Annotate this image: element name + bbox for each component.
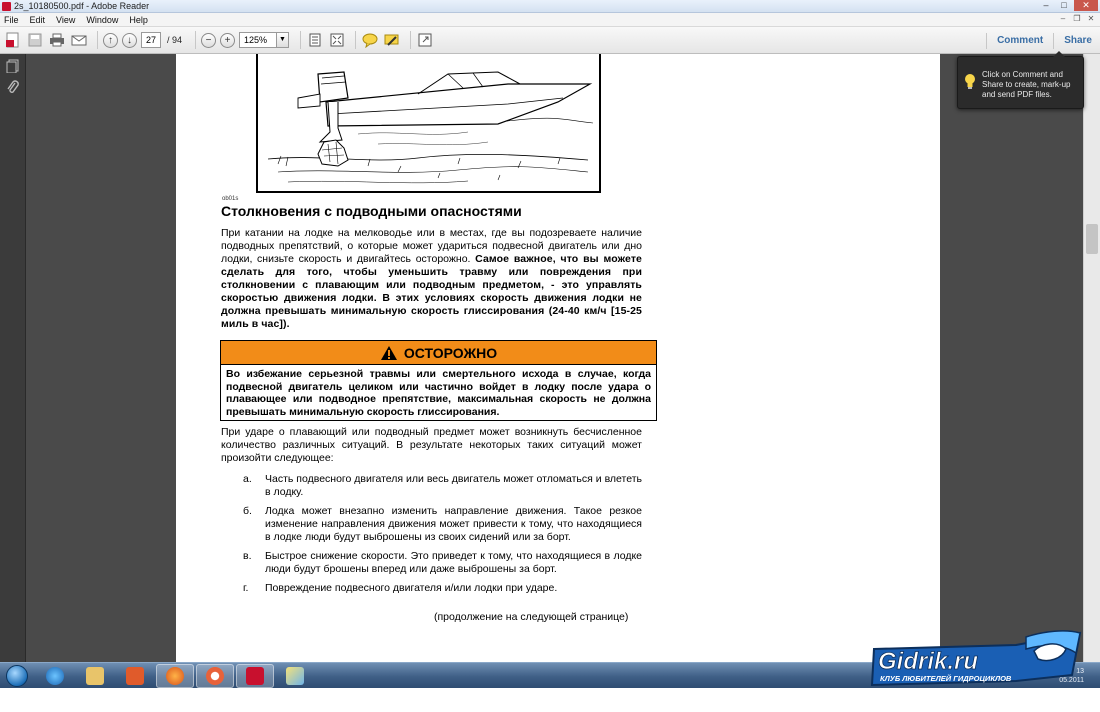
windows-start-icon [6,665,28,687]
pdf-page [176,54,940,662]
page-down-icon[interactable]: ↓ [122,33,137,48]
list-item-text: Лодка может внезапно изменить направление движения. Такое резкое изменение направления движения может привести к тому, что находящиеся в лодке люди будут выброшены из своих сидений или за борт. [265,505,642,543]
lightbulb-icon [964,73,976,94]
document-viewport [26,54,1100,662]
list-marker: в. [243,550,252,562]
start-button[interactable] [0,663,34,689]
toolbar-separator [300,31,301,49]
window-title-bar [0,0,1100,13]
internet-explorer-task[interactable] [36,664,74,688]
warning-title: ОСТОРОЖНО [403,344,498,361]
firefox-icon [166,667,184,685]
document-window-controls [1058,14,1096,23]
mail-icon [206,667,224,685]
tooltip-text: Click on Comment and Share to create, mark-up and send PDF files. [982,70,1071,99]
pages-thumbnail-icon[interactable] [5,59,21,75]
page-total: / 94 [167,35,183,45]
scrollbar-thumb[interactable] [1086,224,1098,254]
warning-box [220,340,657,421]
menu-window[interactable]: Window [86,14,119,25]
email-icon[interactable] [70,31,88,49]
highlight-icon[interactable] [383,31,401,49]
toolbar-separator [1053,33,1054,49]
tray-time: 13 [1076,668,1084,675]
watermark-tagline: КЛУБ ЛЮБИТЕЛЕЙ ГИДРОЦИКЛОВ [880,674,1012,683]
menu-edit[interactable]: Edit [29,14,46,25]
adobe-reader-app-icon [2,2,11,11]
list-marker: а. [243,473,252,485]
media-player-icon [126,667,144,685]
folder-task[interactable] [76,664,114,688]
warning-text: Во избежание серьезной травмы или смертельного исхода в случае, когда подвесной двигатель целиком или частично войдет в лодку после удара о плавающее или подводное препятствие, максимальная скорость не должна превышать минимальную скорость глиссирования. [226,368,651,418]
maximize-button[interactable]: □ [1061,0,1067,10]
intro-bold-text: Самое важное, что вы можете сделать для того, чтобы уменьшить травму или повреждения при столкновении с плавающим или подводным предметом, - это управлять скоростью движения лодки. В этих условиях скорость движения лодки не должна превышать минимальную скорость глиссирования (24-40 км/ч [15-25 миль в час]). [221,253,642,330]
toolbar-separator [195,31,196,49]
vertical-scrollbar[interactable] [1083,54,1100,662]
sticky-note-icon[interactable] [361,31,379,49]
intro-paragraph [221,227,642,331]
minimize-button[interactable]: – [1043,0,1049,10]
zoom-out-icon[interactable]: − [201,33,216,48]
comment-pane-button[interactable]: Comment [997,35,1044,46]
toolbar-right [976,27,1092,54]
doc-minimize-button[interactable]: – [1060,14,1066,23]
toolbar-separator [355,31,356,49]
zoom-dropdown-button[interactable]: ▼ [277,32,289,48]
list-marker: б. [243,505,252,517]
navigation-pane [0,54,26,662]
watermark-brand: Gidrik.ru [878,648,979,675]
warning-triangle-icon [380,345,398,361]
folder-icon [86,667,104,685]
fit-page-icon[interactable] [306,31,324,49]
list-item [221,550,642,576]
page-up-icon[interactable]: ↑ [103,33,118,48]
figure-code: ob01s [222,196,239,202]
menu-help[interactable]: Help [129,14,148,25]
toolbar-separator [97,31,98,49]
list-item-text: Быстрое снижение скорости. Это приведет к тому, что находящиеся в лодке люди будут брошены вперед или даже выброшены за борт. [265,550,642,575]
boat-illustration [256,54,601,193]
doc-restore-button[interactable]: ❐ [1073,14,1081,23]
situations-paragraph: При ударе о плавающий или подводный предмет может возникнуть бесчисленное количество различных ситуаций. В результате некоторых таких ситуаций может произойти следующее: [221,426,642,464]
window-controls [1038,0,1098,11]
list-item [221,473,642,499]
zoom-in-icon[interactable]: + [220,33,235,48]
list-item [221,505,642,544]
toolbar [0,27,1100,54]
continuation-note: (продолжение на следующей странице) [434,611,629,623]
list-marker: г. [243,582,249,594]
list-item-text: Часть подвесного двигателя или весь двигатель может отломаться и влететь в лодку. [265,473,642,498]
full-screen-icon[interactable] [328,31,346,49]
print-icon[interactable] [48,31,66,49]
comment-share-tooltip [957,56,1084,109]
intro-plain-text: При катании на лодке на мелководье или в местах, где вы подозреваете наличие подводных препятствий, о которые может удариться подвесной двигатель или дно лодки, снизьте скорость и двигайтесь осторожно. [221,227,642,265]
list-item-text: Повреждение подвесного двигателя и/или лодки при ударе. [265,582,558,594]
warning-header [221,341,656,365]
media-player-task[interactable] [116,664,154,688]
window-title: 2s_10180500.pdf - Adobe Reader [14,1,150,11]
paint-icon [286,667,304,685]
menu-file[interactable]: File [4,14,19,25]
menu-view[interactable]: View [56,14,76,25]
firefox-task[interactable] [156,664,194,688]
toolbar-separator [410,31,411,49]
zoom-level-input[interactable]: 125% [239,32,277,48]
consequences-list [221,473,642,601]
doc-close-button[interactable]: ✕ [1087,14,1095,23]
share-pane-button[interactable]: Share [1064,35,1092,46]
mail-task[interactable] [196,664,234,688]
adobe-reader-icon [246,667,264,685]
adobe-reader-task[interactable] [236,664,274,688]
gidrik-watermark-logo [866,629,1086,695]
internet-explorer-icon [46,667,64,685]
attachments-paperclip-icon[interactable] [5,80,21,96]
toolbar-separator [986,33,987,49]
tray-date: 05.2011 [1059,677,1084,684]
menu-bar [0,13,1100,27]
expand-icon[interactable] [416,31,434,49]
paint-task[interactable] [276,664,314,688]
list-item [221,582,642,595]
create-pdf-icon[interactable] [4,31,22,49]
section-heading: Столкновения с подводными опасностями [221,203,522,219]
close-button[interactable]: ✕ [1074,0,1098,11]
page-number-input[interactable]: 27 [141,32,161,48]
save-icon[interactable] [26,31,44,49]
